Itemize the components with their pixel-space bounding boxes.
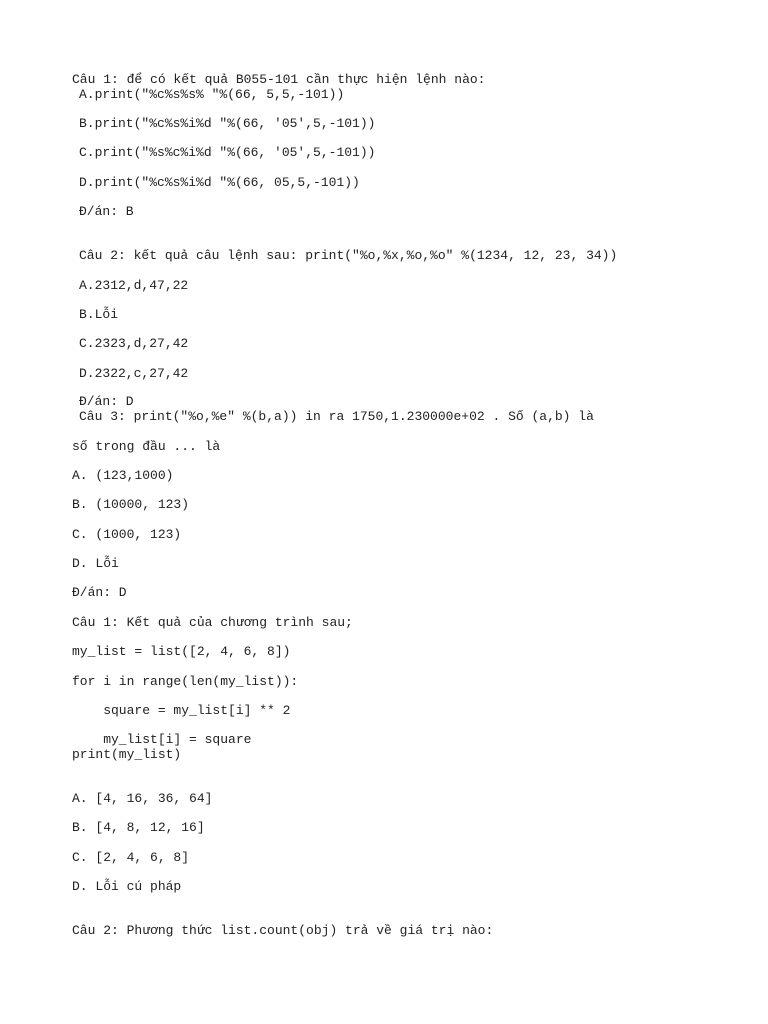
q3-answer: Đ/án: D	[72, 585, 127, 600]
q3-option-d: D. Lỗi	[72, 556, 119, 571]
q2-option-c: C.2323,d,27,42	[79, 336, 189, 351]
q2-heading: Câu 2: kết quả câu lệnh sau: print("%o,%x,%o,%o" %(1234, 12, 23, 34))	[79, 248, 618, 263]
q3-option-c: C. (1000, 123)	[72, 527, 182, 542]
q3-heading-continued: số trong đầu ... là	[72, 439, 221, 454]
q4-option-c: C. [2, 4, 6, 8]	[72, 850, 190, 865]
q4-code-line-3: square = my_list[i] ** 2	[72, 703, 291, 718]
q4-code-line-2: for i in range(len(my_list)):	[72, 674, 299, 689]
q3-option-b: B. (10000, 123)	[72, 497, 190, 512]
q2-answer: Đ/án: D	[79, 394, 134, 409]
q2-option-b: B.Lỗi	[79, 307, 119, 322]
q1-answer: Đ/án: B	[79, 204, 134, 219]
q4-code-line-4: my_list[i] = square	[72, 732, 252, 747]
q4-heading: Câu 1: Kết quả của chương trình sau;	[72, 615, 353, 630]
q4-code-line-1: my_list = list([2, 4, 6, 8])	[72, 644, 291, 659]
q4-option-b: B. [4, 8, 12, 16]	[72, 820, 205, 835]
q1-option-c: C.print("%s%c%i%d "%(66, '05',5,-101))	[79, 145, 376, 160]
q1-option-b: B.print("%c%s%i%d "%(66, '05',5,-101))	[79, 116, 376, 131]
q4-code-line-5: print(my_list)	[72, 747, 182, 762]
q4-option-d: D. Lỗi cú pháp	[72, 879, 182, 894]
q5-heading: Câu 2: Phương thức list.count(obj) trả về giá trị nào:	[72, 923, 494, 938]
q1-heading: Câu 1: để có kết quả B055-101 cần thực hiện lệnh nào:	[72, 72, 486, 87]
q4-option-a: A. [4, 16, 36, 64]	[72, 791, 213, 806]
q2-option-d: D.2322,c,27,42	[79, 366, 189, 381]
q3-option-a: A. (123,1000)	[72, 468, 174, 483]
q1-option-d: D.print("%c%s%i%d "%(66, 05,5,-101))	[79, 175, 360, 190]
q2-option-a: A.2312,d,47,22	[79, 278, 189, 293]
q1-option-a: A.print("%c%s%s% "%(66, 5,5,-101))	[79, 87, 345, 102]
q3-heading: Câu 3: print("%o,%e" %(b,a)) in ra 1750,1.230000e+02 . Số (a,b) là	[79, 409, 594, 424]
